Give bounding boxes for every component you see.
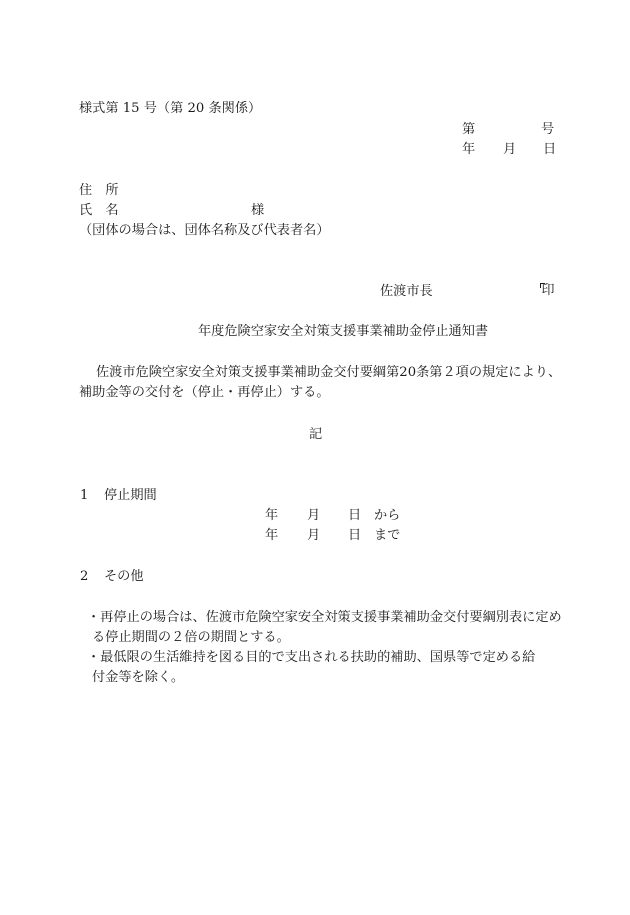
date-day-label: 日: [543, 142, 557, 157]
period-end-year: 年: [265, 528, 279, 543]
section-1-number: 1: [80, 488, 89, 503]
honorific-sama: 様: [251, 203, 265, 218]
ki-label: 記: [309, 427, 323, 442]
group-note: （団体の場合は、団体名称及び代表者名）: [79, 223, 330, 238]
bullet-1-line-1: ・再停止の場合は、佐渡市危険空家安全対策支援事業補助金交付要綱別表に定め: [87, 610, 562, 625]
period-start-suffix: から: [374, 508, 401, 523]
period-end-day: 日: [348, 528, 362, 543]
bullet-2-line-1: ・最低限の生活維持を図る目的で支出される扶助的補助、国県等で定める給: [87, 650, 536, 665]
period-start-year: 年: [265, 508, 279, 523]
seal-char: 印: [541, 283, 555, 298]
seal-stamp-icon: [540, 283, 556, 299]
date-month-label: 月: [503, 142, 517, 157]
body-line-2: 補助金等の交付を（停止・再停止）する。: [79, 385, 330, 400]
period-end-month: 月: [307, 528, 321, 543]
period-start-month: 月: [307, 508, 321, 523]
section-2-heading: その他: [104, 569, 144, 584]
body-line-1: 佐渡市危険空家安全対策支援事業補助金交付要綱第20条第２項の規定により、: [96, 365, 562, 380]
period-start-day: 日: [348, 508, 362, 523]
document-title: 年度危険空家安全対策支援事業補助金停止通知書: [198, 324, 489, 339]
issuer-title: 佐渡市長: [380, 284, 433, 299]
section-2-number: 2: [80, 569, 89, 584]
period-end-suffix: まで: [374, 528, 401, 543]
section-1-heading: 停止期間: [104, 488, 157, 503]
number-dai-label: 第: [462, 122, 476, 137]
form-number: 様式第 15 号（第 20 条関係）: [79, 101, 262, 116]
bullet-2-line-2: 付金等を除く。: [92, 670, 185, 685]
address-label: 住 所: [79, 183, 119, 198]
name-label: 氏 名: [79, 203, 119, 218]
bullet-1-line-2: る停止期間の２倍の期間とする。: [92, 630, 290, 645]
date-year-label: 年: [462, 142, 476, 157]
number-go-label: 号: [541, 122, 555, 137]
